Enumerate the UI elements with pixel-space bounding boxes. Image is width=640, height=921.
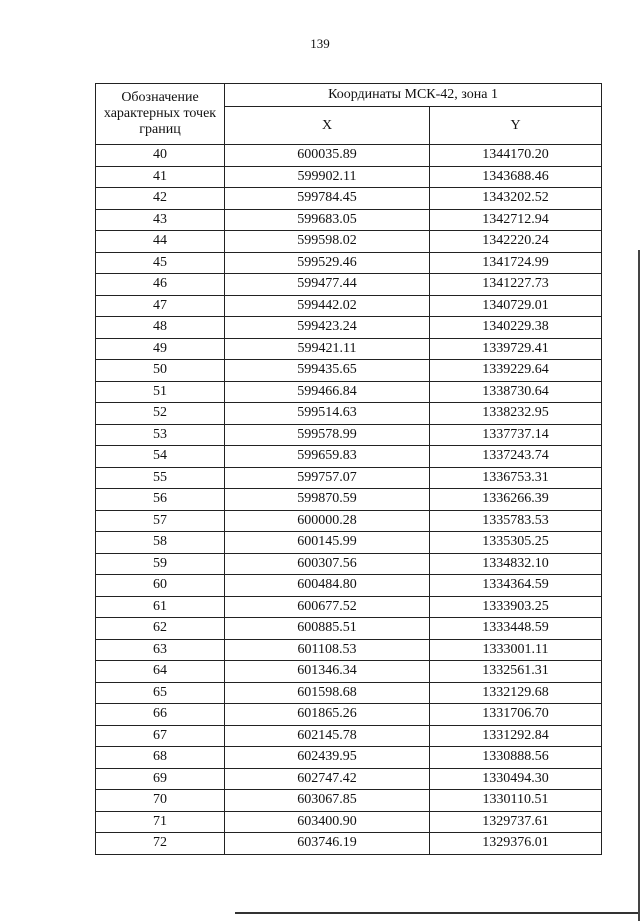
table-row (96, 209, 602, 231)
table-row (96, 403, 602, 425)
point-number-cell: 55 (96, 467, 225, 489)
point-number-cell: 57 (96, 510, 225, 532)
point-number-cell: 68 (96, 747, 225, 769)
point-number-cell: 47 (96, 295, 225, 317)
y-coordinate-cell: 1335783.53 (430, 510, 602, 532)
table-row (96, 166, 602, 188)
y-column-header: Y (430, 107, 602, 145)
table-row (96, 360, 602, 382)
x-coordinate-cell: 601865.26 (225, 704, 430, 726)
x-coordinate-cell: 603746.19 (225, 833, 430, 855)
x-coordinate-cell: 602145.78 (225, 725, 430, 747)
y-coordinate-cell: 1340729.01 (430, 295, 602, 317)
x-coordinate-cell: 599477.44 (225, 274, 430, 296)
x-coordinate-cell: 599466.84 (225, 381, 430, 403)
x-coordinate-cell: 599578.99 (225, 424, 430, 446)
y-coordinate-cell: 1335305.25 (430, 532, 602, 554)
x-coordinate-cell: 603400.90 (225, 811, 430, 833)
x-coordinate-cell: 602439.95 (225, 747, 430, 769)
table-row (96, 446, 602, 468)
scan-edge-bottom (235, 912, 640, 914)
coordinate-system-header: Координаты МСК-42, зона 1 (225, 84, 602, 107)
table-row (96, 661, 602, 683)
y-coordinate-cell: 1330494.30 (430, 768, 602, 790)
table-row (96, 532, 602, 554)
point-number-cell: 67 (96, 725, 225, 747)
x-coordinate-cell: 601598.68 (225, 682, 430, 704)
x-coordinate-cell: 599659.83 (225, 446, 430, 468)
y-coordinate-cell: 1344170.20 (430, 145, 602, 167)
table-row (96, 768, 602, 790)
point-number-cell: 65 (96, 682, 225, 704)
point-number-cell: 71 (96, 811, 225, 833)
y-coordinate-cell: 1342220.24 (430, 231, 602, 253)
y-coordinate-cell: 1329376.01 (430, 833, 602, 855)
point-number-cell: 52 (96, 403, 225, 425)
point-number-cell: 61 (96, 596, 225, 618)
point-number-cell: 45 (96, 252, 225, 274)
table-row (96, 618, 602, 640)
x-coordinate-cell: 600677.52 (225, 596, 430, 618)
point-number-cell: 44 (96, 231, 225, 253)
point-number-cell: 49 (96, 338, 225, 360)
x-coordinate-cell: 599529.46 (225, 252, 430, 274)
y-coordinate-cell: 1332129.68 (430, 682, 602, 704)
table-row (96, 510, 602, 532)
y-coordinate-cell: 1343688.46 (430, 166, 602, 188)
table-row (96, 704, 602, 726)
x-coordinate-cell: 603067.85 (225, 790, 430, 812)
x-coordinate-cell: 602747.42 (225, 768, 430, 790)
point-number-cell: 42 (96, 188, 225, 210)
y-coordinate-cell: 1336753.31 (430, 467, 602, 489)
y-coordinate-cell: 1331292.84 (430, 725, 602, 747)
x-coordinate-cell: 599784.45 (225, 188, 430, 210)
coordinates-table (95, 83, 602, 855)
point-number-cell: 60 (96, 575, 225, 597)
table-row (96, 274, 602, 296)
y-coordinate-cell: 1330110.51 (430, 790, 602, 812)
y-coordinate-cell: 1338232.95 (430, 403, 602, 425)
y-coordinate-cell: 1333448.59 (430, 618, 602, 640)
y-coordinate-cell: 1338730.64 (430, 381, 602, 403)
point-designation-header: Обозначение характерных точек границ (96, 84, 225, 145)
point-number-cell: 64 (96, 661, 225, 683)
table-row (96, 725, 602, 747)
table-row (96, 489, 602, 511)
point-number-cell: 53 (96, 424, 225, 446)
point-number-cell: 59 (96, 553, 225, 575)
x-coordinate-cell: 599598.02 (225, 231, 430, 253)
table-row (96, 747, 602, 769)
x-coordinate-cell: 600145.99 (225, 532, 430, 554)
table-row (96, 575, 602, 597)
table-row (96, 553, 602, 575)
y-coordinate-cell: 1334832.10 (430, 553, 602, 575)
y-coordinate-cell: 1342712.94 (430, 209, 602, 231)
table-row (96, 467, 602, 489)
x-coordinate-cell: 599514.63 (225, 403, 430, 425)
x-coordinate-cell: 600885.51 (225, 618, 430, 640)
x-column-header: X (225, 107, 430, 145)
y-coordinate-cell: 1337243.74 (430, 446, 602, 468)
y-coordinate-cell: 1333903.25 (430, 596, 602, 618)
x-coordinate-cell: 600000.28 (225, 510, 430, 532)
y-coordinate-cell: 1339229.64 (430, 360, 602, 382)
x-coordinate-cell: 599442.02 (225, 295, 430, 317)
table-row (96, 338, 602, 360)
point-number-cell: 46 (96, 274, 225, 296)
point-number-cell: 70 (96, 790, 225, 812)
x-coordinate-cell: 600307.56 (225, 553, 430, 575)
point-number-cell: 43 (96, 209, 225, 231)
x-coordinate-cell: 599757.07 (225, 467, 430, 489)
y-coordinate-cell: 1334364.59 (430, 575, 602, 597)
y-coordinate-cell: 1330888.56 (430, 747, 602, 769)
point-number-cell: 63 (96, 639, 225, 661)
x-coordinate-cell: 599435.65 (225, 360, 430, 382)
table-row (96, 596, 602, 618)
table-row (96, 682, 602, 704)
table-row (96, 317, 602, 339)
point-number-cell: 69 (96, 768, 225, 790)
table-row (96, 381, 602, 403)
point-number-cell: 72 (96, 833, 225, 855)
point-number-cell: 41 (96, 166, 225, 188)
y-coordinate-cell: 1337737.14 (430, 424, 602, 446)
point-number-cell: 50 (96, 360, 225, 382)
x-coordinate-cell: 599870.59 (225, 489, 430, 511)
x-coordinate-cell: 600035.89 (225, 145, 430, 167)
table-header (96, 84, 602, 145)
table-row (96, 145, 602, 167)
table-row (96, 811, 602, 833)
x-coordinate-cell: 601108.53 (225, 639, 430, 661)
y-coordinate-cell: 1341227.73 (430, 274, 602, 296)
point-number-cell: 62 (96, 618, 225, 640)
table-row (96, 252, 602, 274)
table-row (96, 424, 602, 446)
table-row (96, 790, 602, 812)
x-coordinate-cell: 601346.34 (225, 661, 430, 683)
y-coordinate-cell: 1336266.39 (430, 489, 602, 511)
y-coordinate-cell: 1333001.11 (430, 639, 602, 661)
point-number-cell: 58 (96, 532, 225, 554)
x-coordinate-cell: 600484.80 (225, 575, 430, 597)
point-number-cell: 66 (96, 704, 225, 726)
point-number-cell: 54 (96, 446, 225, 468)
table-row (96, 639, 602, 661)
x-coordinate-cell: 599423.24 (225, 317, 430, 339)
point-number-cell: 48 (96, 317, 225, 339)
x-coordinate-cell: 599683.05 (225, 209, 430, 231)
y-coordinate-cell: 1340229.38 (430, 317, 602, 339)
table-row (96, 231, 602, 253)
point-number-cell: 40 (96, 145, 225, 167)
table-row (96, 295, 602, 317)
y-coordinate-cell: 1332561.31 (430, 661, 602, 683)
y-coordinate-cell: 1329737.61 (430, 811, 602, 833)
table-row (96, 188, 602, 210)
table-row (96, 833, 602, 855)
page-number: 139 (310, 36, 330, 51)
y-coordinate-cell: 1343202.52 (430, 188, 602, 210)
x-coordinate-cell: 599902.11 (225, 166, 430, 188)
x-coordinate-cell: 599421.11 (225, 338, 430, 360)
point-number-cell: 51 (96, 381, 225, 403)
y-coordinate-cell: 1331706.70 (430, 704, 602, 726)
y-coordinate-cell: 1341724.99 (430, 252, 602, 274)
y-coordinate-cell: 1339729.41 (430, 338, 602, 360)
table-body (96, 145, 602, 855)
point-number-cell: 56 (96, 489, 225, 511)
